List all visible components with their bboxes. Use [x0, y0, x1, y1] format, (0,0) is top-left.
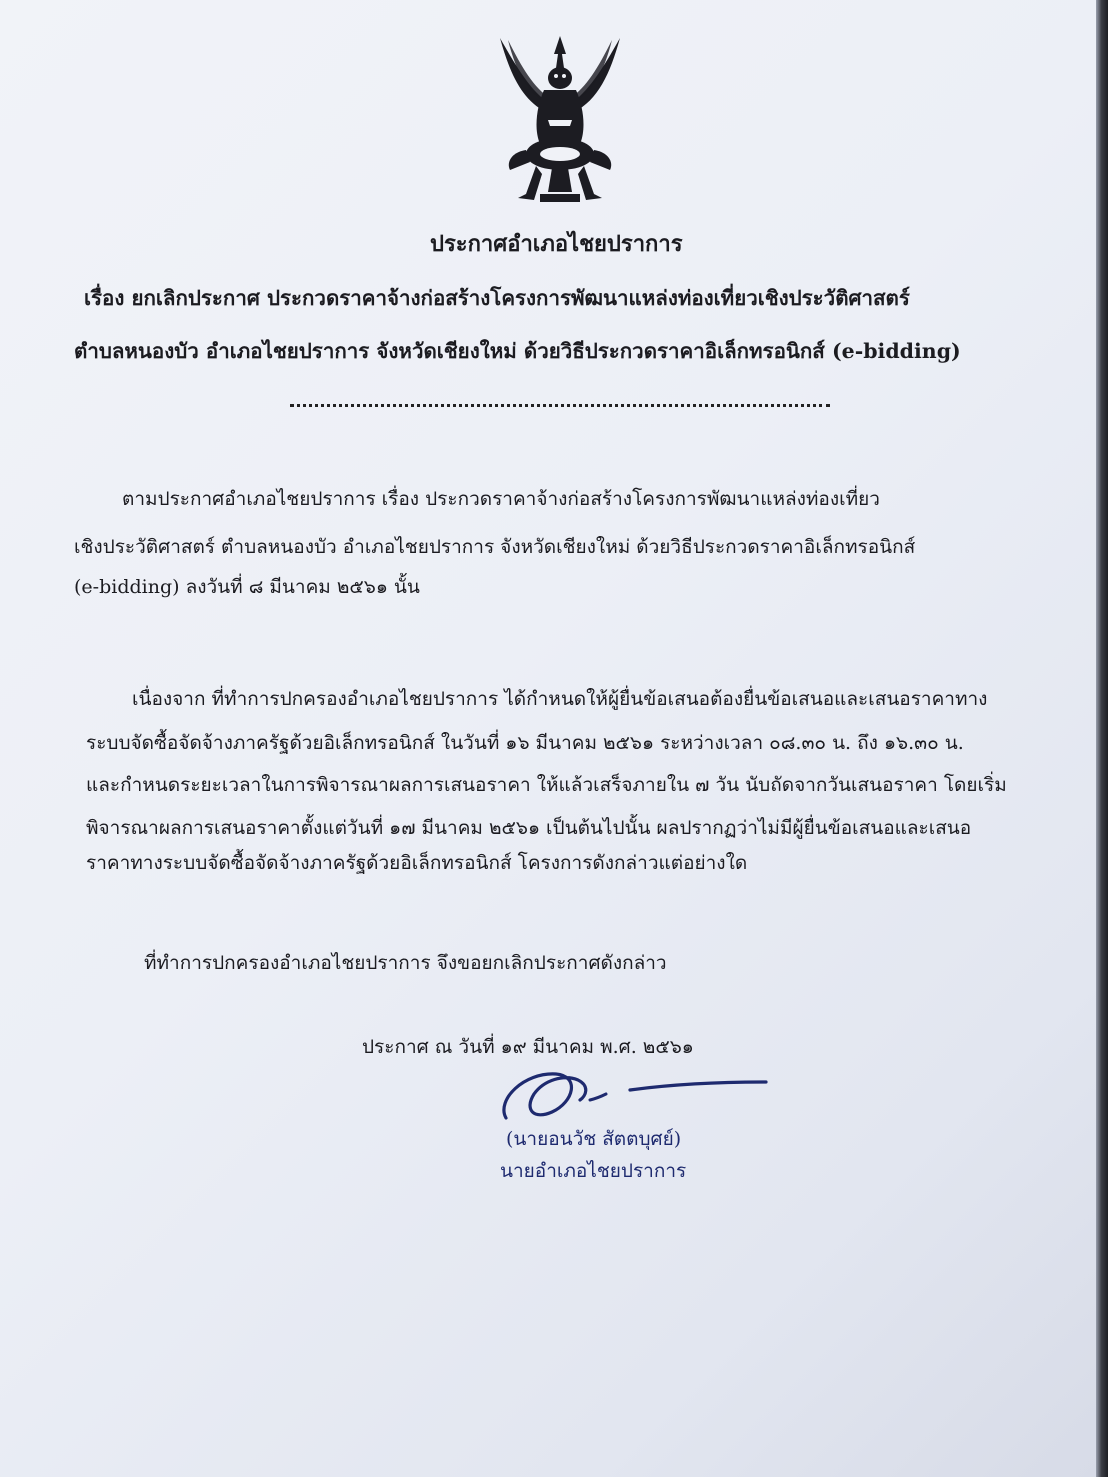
para2-line-3: และกำหนดระยะเวลาในการพิจารณาผลการเสนอราคา ให้แล้วเสร็จภายใน ๗ วัน นับถัดจากวันเสนอราคา โดยเริ่ม	[86, 774, 1007, 796]
handwritten-signature	[494, 1060, 770, 1128]
dotted-divider	[290, 404, 830, 407]
para2-line-2: ระบบจัดซื้อจัดจ้างภาครัฐด้วยอิเล็กทรอนิกส์ ในวันที่ ๑๖ มีนาคม ๒๕๖๑ ระหว่างเวลา ๐๘.๓๐ น. ถึง ๑๖.๓๐ น.	[86, 732, 964, 754]
para2-line-5: ราคาทางระบบจัดซื้อจัดจ้างภาครัฐด้วยอิเล็กทรอนิกส์ โครงการดังกล่าวแต่อย่างใด	[86, 852, 748, 874]
subject-line-1: เรื่อง ยกเลิกประกาศ ประกวดราคาจ้างก่อสร้างโครงการพัฒนาแหล่งท่องเที่ยวเชิงประวัติศาสตร์	[84, 286, 910, 310]
signer-position: นายอำเภอไชยปราการ	[500, 1160, 687, 1182]
para2-line-4: พิจารณาผลการเสนอราคาตั้งแต่วันที่ ๑๗ มีนาคม ๒๕๖๑ เป็นต้นไปนั้น ผลปรากฏว่าไม่มีผู้ยื่นข้อเสนอและเสนอ	[86, 817, 972, 839]
subject-line-2: ตำบลหนองบัว อำเภอไชยปราการ จังหวัดเชียงใหม่ ด้วยวิธีประกวดราคาอิเล็กทรอนิกส์ (e-bidding)	[74, 339, 961, 363]
para1-line-3: (e-bidding) ลงวันที่ ๘ มีนาคม ๒๕๖๑ นั้น	[74, 576, 420, 598]
para2-line-1: เนื่องจาก ที่ทำการปกครองอำเภอไชยปราการ ได้กำหนดให้ผู้ยื่นข้อเสนอต้องยื่นข้อเสนอและเสนอราคาทาง	[132, 688, 988, 710]
paper-edge-shadow	[1096, 0, 1108, 1477]
garuda-emblem-icon	[496, 34, 624, 210]
para1-line-2: เชิงประวัติศาสตร์ ตำบลหนองบัว อำเภอไชยปราการ จังหวัดเชียงใหม่ ด้วยวิธีประกวดราคาอิเล็กทรอนิกส์	[74, 536, 916, 558]
signer-name: (นายอนวัช สัตตบุศย์)	[506, 1128, 682, 1150]
announcement-date: ประกาศ ณ วันที่ ๑๙ มีนาคม พ.ศ. ๒๕๖๑	[362, 1036, 694, 1058]
document-title: ประกาศอำเภอไชยปราการ	[430, 231, 683, 257]
para1-line-1: ตามประกาศอำเภอไชยปราการ เรื่อง ประกวดราคาจ้างก่อสร้างโครงการพัฒนาแหล่งท่องเที่ยว	[122, 488, 880, 510]
para3: ที่ทำการปกครองอำเภอไชยปราการ จึงขอยกเลิกประกาศดังกล่าว	[144, 952, 667, 974]
